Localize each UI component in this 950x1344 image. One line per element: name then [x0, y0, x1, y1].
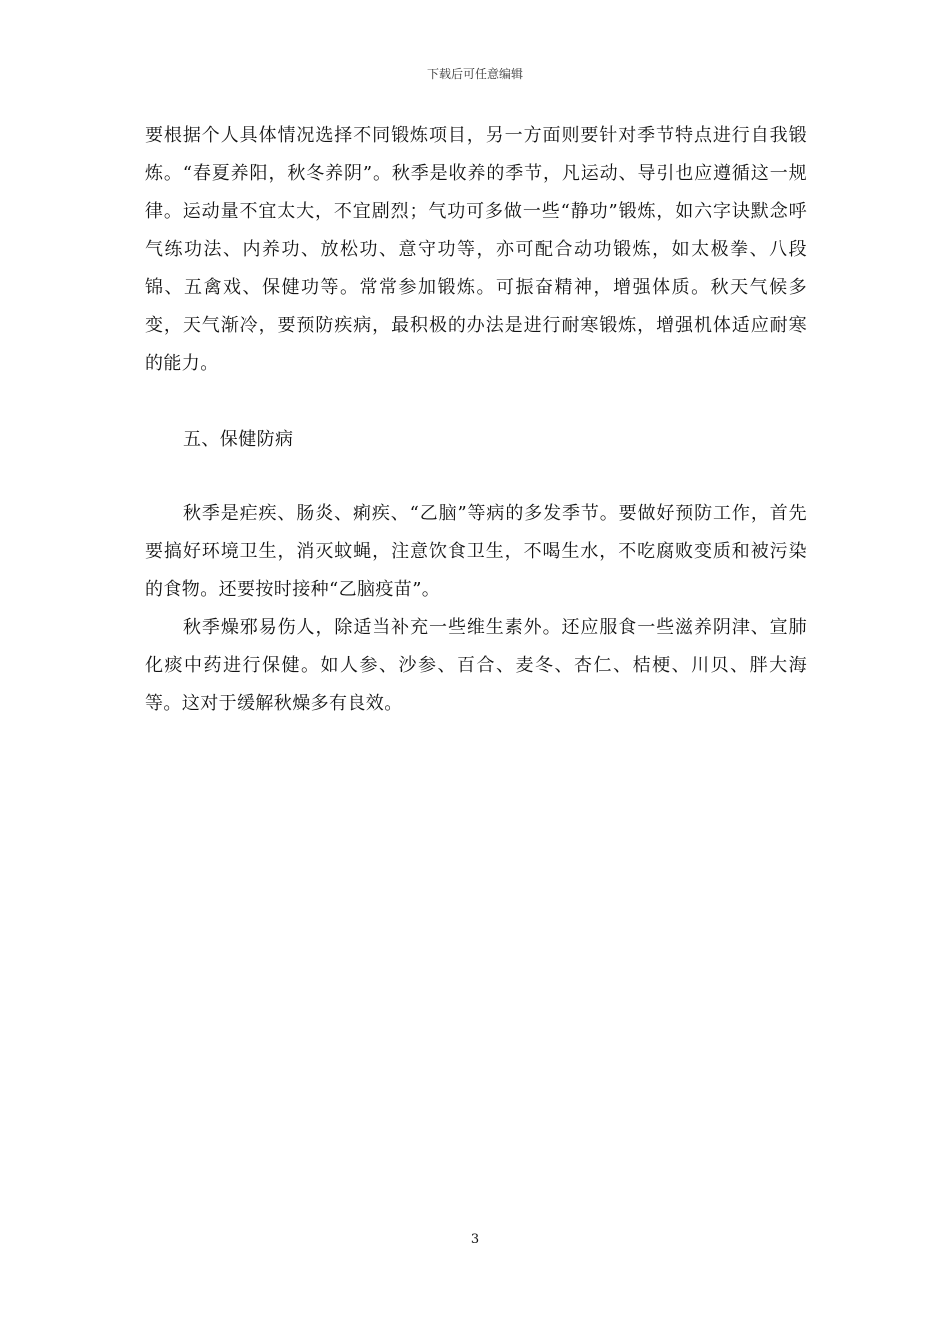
- paragraph-disease-prevention: 秋季是疟疾、肠炎、痢疾、“乙脑”等病的多发季节。要做好预防工作，首先要搞好环境卫生，消灭蚊蝇，注意饮食卫生，不喝生水，不吃腐败变质和被污染的食物。还要按时接种“乙脑疫苗”。: [145, 503, 807, 600]
- page-number: 3: [470, 1232, 480, 1247]
- page-header: 下载后可任意编辑: [426, 67, 523, 81]
- paragraph-exercise: 要根据个人具体情况选择不同锻炼项目，另一方面则要针对季节特点进行自我锻炼。“春夏养阳，秋冬养阴”。秋季是收养的季节，凡运动、导引也应遵循这一规律。运动量不宜太大，不宜剧烈；气功可多做一些“静功”锻炼，如六字诀默念呼气练功法、内养功、放松功、意守功等，亦可配合动功锻炼，如太极拳、八段锦、五禽戏、保健功等。常常参加锻炼。可振奋精神，增强体质。秋天气候多变，天气渐冷，要预防疾病，最积极的办法是进行耐寒锻炼，增强机体适应耐寒的能力。: [145, 125, 807, 374]
- section-heading: [145, 421, 807, 459]
- section-body: [145, 495, 807, 723]
- section-heading-health: 五、保健防病: [183, 429, 294, 450]
- body-paragraph: [145, 117, 807, 383]
- paragraph-autumn-dryness: 秋季燥邪易伤人，除适当补充一些维生素外。还应服食一些滋养阴津、宣肺化痰中药进行保健。如人参、沙参、百合、麦冬、杏仁、桔梗、川贝、胖大海等。这对于缓解秋燥多有良效。: [145, 617, 807, 714]
